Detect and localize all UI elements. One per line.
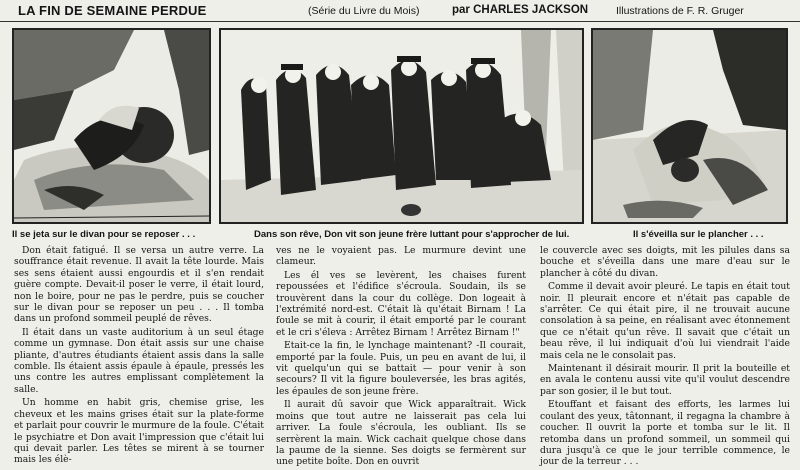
illustrator-credit: Illustrations de F. R. Gruger [616, 5, 744, 17]
crowd-illustration [221, 30, 582, 222]
paragraph: Etouffant et faisant des efforts, les larmes lui coulant des yeux, tâtonnant, il regagna la chambre à coucher. Il ouvrit la porte et tomba sur le lit. Il retomba dans un profond sommeil, un sommeil qui dura jusqu'à ce que le jour terrible commence, le jour de la terreur . . . [540, 399, 790, 468]
paragraph: Don était fatigué. Il se versa un autre verre. La souffrance était revenue. Il avait la tête lourde. Mais ses sens étaient aussi engourdis et il s'en rendait guère compte. Devait-il poser le verre, il était lourd, non le boire, pour ne pas le perdre, puis se coucher sur le divan pour se reposer un peu . . . Il tomba dans un profond sommeil peuplé de rêves. [14, 245, 264, 325]
paragraph: Les él ves se levèrent, les chaises furent repoussées et l'édifice s'écroula. Soudain, ils se trouvèrent dans la cour du collège. Don logeait à l'extrémité nord-est. C'était là qu'était Birnam ! La foule se mit à courir, il était emporté par le courant et le cri s'éleva : Arrêtez Birnam ! Arrêtez Birnam !" [276, 269, 526, 338]
article-header [0, 0, 800, 22]
divan-illustration [14, 30, 209, 222]
text-column-1 [14, 245, 264, 468]
paragraph: ves ne le voyaient pas. Le murmure devint une clameur. [276, 245, 526, 268]
floor-illustration [593, 30, 786, 222]
illustration-panel-divan [12, 28, 211, 224]
text-column-3 [540, 245, 790, 470]
paragraph: Il aurait dû savoir que Wick apparaîtrait. Wick moins que tout autre ne laisserait pas cela lui arriver. La foule s'écroula, les oubliant. Ils se serrèrent la main. Wick cachait quelque chose dans la paume de la sienne. Ses doigts se fermèrent sur une petite boîte. Don en ouvrit [276, 399, 526, 468]
paragraph: Etait-ce la fin, le lynchage maintenant? -Il courait, emporté par la foule. Puis, un peu en avant de lui, il vit quelqu'un qui se battait — pour venir à son secours? Il vit la figure bouleversée, les bras agités, les épaules de son jeune frère. [276, 340, 526, 397]
caption-panel-3: Il s'éveilla sur le plancher . . . [633, 229, 764, 240]
series-label: (Série du Livre du Mois) [308, 5, 420, 17]
text-column-2 [276, 245, 526, 470]
paragraph: Comme il devait avoir pleuré. Le tapis en était tout noir. Il pleurait encore et n'était pas capable de s'arrêter. Ce qui était pire, il ne trouvait aucune consolation à sa peine, en réalisant avec étonnement que ce n'était qu'un rêve. Il savait que c'était un beau rêve, il lui indiquait d'où lui viendrait l'aide mais cela ne le consolait pas. [540, 281, 790, 361]
paragraph: le couvercle avec ses doigts, mit les pilules dans sa bouche et s'éveilla dans une mare d'eau sur le plancher à côté du divan. [540, 245, 790, 279]
paragraph: Un homme en habit gris, chemise grise, les cheveux et les mains grises était sur la plate-forme et parlait pour couvrir le murmure de la foule. C'était le psychiatre et Don avait l'impression que c'était lui qui devait parler. Les têtes se mirent à se tourner mais les élè- [14, 397, 264, 466]
paragraph: Il était dans un vaste auditorium à un seul étage comme un gymnase. Don était assis sur une chaise pliante, d'autres étudiants étaient assis dans la salle comble. Ils étaient assis épaule à épaule, pressés les uns contre les autres emplissant complètement la salle. [14, 326, 264, 395]
illustration-panel-floor [591, 28, 788, 224]
illustration-panel-crowd [219, 28, 584, 224]
author-byline: par CHARLES JACKSON [452, 4, 589, 16]
caption-panel-2: Dans son rêve, Don vit son jeune frère luttant pour s'approcher de lui. [254, 229, 570, 240]
article-title: LA FIN DE SEMAINE PERDUE [18, 3, 207, 18]
header-rule [0, 21, 800, 22]
paragraph: Maintenant il désirait mourir. Il prit la bouteille et en avala le contenu aussi vite qu'il voulut descendre par son gosier, il le but tout. [540, 363, 790, 397]
caption-panel-1: Il se jeta sur le divan pour se reposer . . . [12, 229, 196, 240]
